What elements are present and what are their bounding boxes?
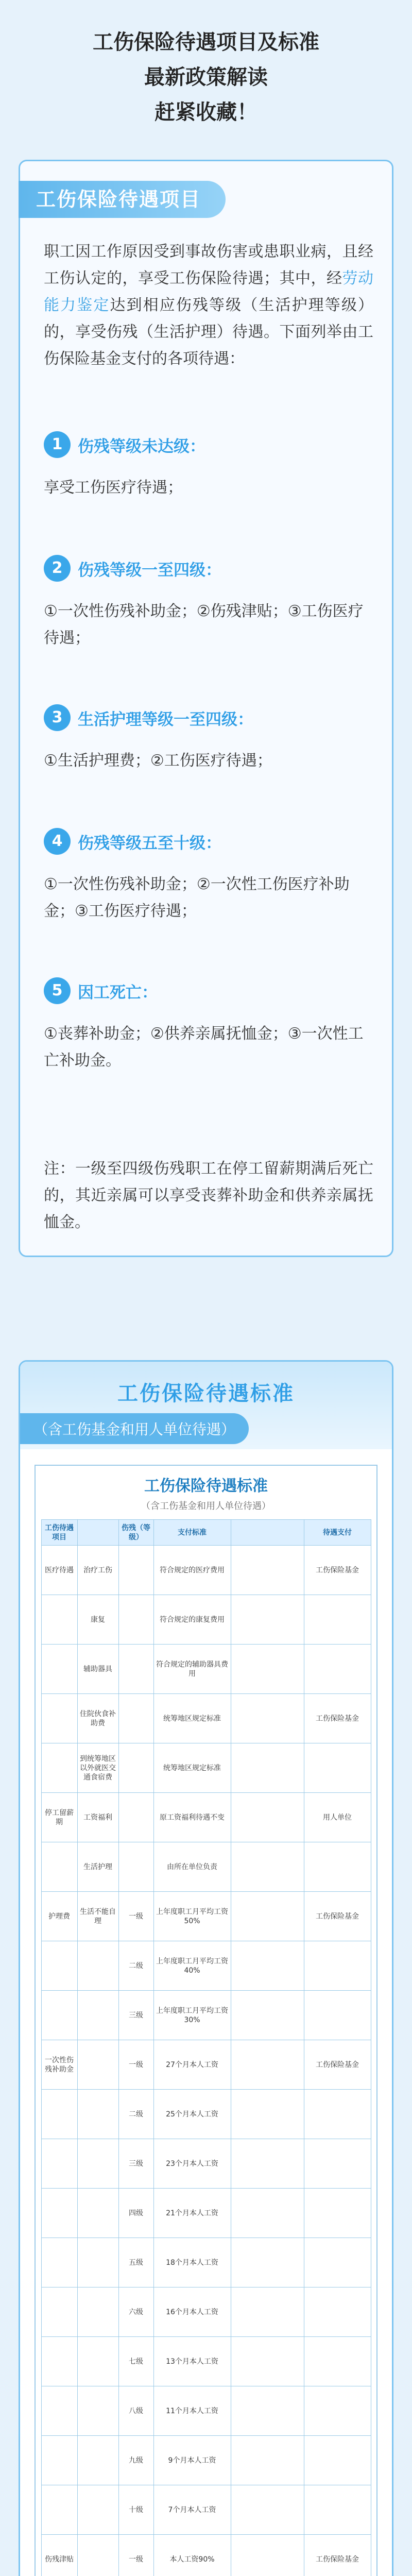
- table-cell: 四级: [118, 2189, 153, 2238]
- table-cell: 住院伙食补助费: [77, 1694, 118, 1743]
- table-cell: 三级: [118, 2139, 153, 2189]
- table-cell: [304, 1991, 371, 2040]
- table-cell: [41, 1941, 77, 1991]
- table-cell: [118, 1546, 153, 1595]
- table-cell: [77, 2238, 118, 2287]
- table-header-cell: [77, 1520, 118, 1546]
- table-cell: [77, 2090, 118, 2139]
- table-cell: 用人单位: [304, 1793, 371, 1842]
- table-cell: [41, 2436, 77, 2485]
- table-row: [41, 1743, 371, 1793]
- table-cell: [41, 1694, 77, 1743]
- table-row: [41, 2535, 371, 2576]
- table-cell: [231, 1743, 304, 1793]
- table-cell: [231, 2337, 304, 2386]
- table-cell: 十级: [118, 2485, 153, 2535]
- project-item: [44, 429, 373, 501]
- table-cell: 原工资福利待遇不变: [153, 1793, 231, 1842]
- table-cell: [304, 2238, 371, 2287]
- table-cell: 9个月本人工资: [153, 2436, 231, 2485]
- intro-text-a: 职工因工作原因受到事故伤害或患职业病，且经工伤认定的，享受工伤保险待遇；其中，经: [44, 243, 373, 287]
- table-row: [41, 1595, 371, 1645]
- table-cell: [77, 1991, 118, 2040]
- table-row: [41, 1941, 371, 1991]
- table-cell: [304, 2337, 371, 2386]
- number-badge: 2: [44, 555, 71, 582]
- table-row: [41, 2337, 371, 2386]
- table-cell: 符合规定的康复费用: [153, 1595, 231, 1645]
- table-cell: 本人工资90%: [153, 2535, 231, 2576]
- table-cell: 25个月本人工资: [153, 2090, 231, 2139]
- project-item-body: ①丧葬补助金；②供养亲属抚恤金；③一次性工亡补助金。: [44, 1025, 364, 1070]
- table-cell: [231, 1991, 304, 2040]
- table-cell: 辅助器具: [77, 1645, 118, 1694]
- table-cell: 到统筹地区以外就医交通食宿费: [77, 1743, 118, 1793]
- table-cell: [41, 1991, 77, 2040]
- page-header: [0, 0, 412, 155]
- table-cell: [41, 2337, 77, 2386]
- table-row: [41, 2090, 371, 2139]
- table-cell: [41, 1645, 77, 1694]
- intro-highlight: 劳动能力鉴定: [44, 269, 373, 314]
- table-cell: 二级: [118, 1941, 153, 1991]
- table-row: [41, 2287, 371, 2337]
- table-cell: [304, 2485, 371, 2535]
- header-line-1: 工伤保险待遇项目及标准: [93, 30, 319, 54]
- projects-tag: 工伤保险待遇项目: [19, 181, 226, 218]
- table-row: [41, 1694, 371, 1743]
- number-badge: 1: [44, 431, 71, 458]
- project-item: [44, 975, 373, 1074]
- table-row: [41, 2139, 371, 2189]
- table-cell: 7个月本人工资: [153, 2485, 231, 2535]
- table-cell: 13个月本人工资: [153, 2337, 231, 2386]
- table-cell: [41, 2189, 77, 2238]
- table-note: （含工伤基金和用人单位待遇）: [141, 1501, 271, 1512]
- project-item-body: 享受工伤医疗待遇；: [44, 479, 183, 497]
- table-cell: [41, 1595, 77, 1645]
- table-header-cell: 待遇支付: [304, 1520, 371, 1546]
- table-cell: 一次性伤残补助金: [41, 2040, 77, 2090]
- table-title: 工伤保险待遇标准: [144, 1477, 268, 1495]
- table-row: [41, 1546, 371, 1595]
- project-item-title: 伤残等级未达级：: [78, 437, 205, 456]
- table-cell: [304, 1941, 371, 1991]
- table-cell: 23个月本人工资: [153, 2139, 231, 2189]
- standards-table: [41, 1519, 371, 2576]
- project-item-title: 伤残等级五至十级：: [78, 834, 221, 853]
- project-item-title: 因工死亡：: [78, 983, 158, 1002]
- table-cell: 停工留薪期: [41, 1793, 77, 1842]
- project-item: [44, 826, 373, 925]
- table-cell: 八级: [118, 2386, 153, 2436]
- project-item-body: ①生活护理费；②工伤医疗待遇；: [44, 752, 272, 770]
- table-row: [41, 2040, 371, 2090]
- table-cell: 统筹地区规定标准: [153, 1743, 231, 1793]
- table-cell: [41, 2386, 77, 2436]
- table-cell: [118, 1645, 153, 1694]
- table-cell: [231, 1645, 304, 1694]
- table-cell: [118, 1694, 153, 1743]
- table-cell: [231, 1694, 304, 1743]
- standards-table-wrap: [35, 1465, 377, 2576]
- table-cell: 一级: [118, 2535, 153, 2576]
- project-item: [44, 702, 373, 774]
- table-cell: [231, 1892, 304, 1941]
- table-header-row: [41, 1520, 371, 1546]
- table-cell: [41, 1743, 77, 1793]
- table-cell: [231, 1941, 304, 1991]
- table-cell: [77, 2139, 118, 2189]
- table-cell: [231, 2238, 304, 2287]
- intro-text-b: 达到相应伤残等级（生活护理等级）的，享受伤残（生活护理）待遇。下面列举由工伤保险基金支付的各项待遇：: [44, 296, 374, 368]
- table-cell: 符合规定的辅助器具费用: [153, 1645, 231, 1694]
- table-cell: [77, 2436, 118, 2485]
- header-line-3: 赶紧收藏！: [154, 100, 258, 124]
- table-cell: [77, 2287, 118, 2337]
- project-item-body: ①一次性伤残补助金；②伤残津贴；③工伤医疗待遇；: [44, 602, 364, 647]
- table-cell: 工伤保险基金: [304, 1892, 371, 1941]
- table-cell: [304, 1743, 371, 1793]
- table-cell: [304, 1645, 371, 1694]
- table-row: [41, 1645, 371, 1694]
- table-cell: 生活护理: [77, 1842, 118, 1892]
- table-cell: [304, 2139, 371, 2189]
- project-item-title: 生活护理等级一至四级：: [78, 710, 253, 729]
- table-row: [41, 2386, 371, 2436]
- table-cell: 上年度职工月平均工资50%: [153, 1892, 231, 1941]
- number-badge: 5: [44, 977, 71, 1004]
- table-cell: 生活不能自理: [77, 1892, 118, 1941]
- table-cell: [41, 2485, 77, 2535]
- standards-subtitle: （含工伤基金和用人单位待遇）: [20, 1413, 249, 1444]
- table-cell: 工资福利: [77, 1793, 118, 1842]
- table-cell: [77, 2386, 118, 2436]
- number-badge: 4: [44, 828, 71, 855]
- table-cell: [231, 2040, 304, 2090]
- table-cell: 三级: [118, 1991, 153, 2040]
- table-header-cell: 工伤待遇项目: [41, 1520, 77, 1546]
- table-cell: [231, 2485, 304, 2535]
- table-cell: 上年度职工月平均工资40%: [153, 1941, 231, 1991]
- table-cell: [231, 1793, 304, 1842]
- table-cell: [77, 1941, 118, 1991]
- table-cell: 统筹地区规定标准: [153, 1694, 231, 1743]
- table-cell: [231, 2436, 304, 2485]
- projects-intro: [44, 239, 373, 372]
- table-row: [41, 1793, 371, 1842]
- table-cell: [231, 2139, 304, 2189]
- table-cell: [231, 1595, 304, 1645]
- table-cell: [118, 1743, 153, 1793]
- table-cell: [118, 1842, 153, 1892]
- table-cell: [304, 2386, 371, 2436]
- table-cell: [77, 2040, 118, 2090]
- table-row: [41, 2238, 371, 2287]
- table-header-cell: 伤残（等级）: [118, 1520, 153, 1546]
- project-item-title: 伤残等级一至四级：: [78, 561, 221, 580]
- table-cell: 18个月本人工资: [153, 2238, 231, 2287]
- table-cell: [304, 1595, 371, 1645]
- table-cell: [77, 2485, 118, 2535]
- table-cell: 符合规定的医疗费用: [153, 1546, 231, 1595]
- projects-footnote: 注：一级至四级伤残职工在停工留薪期满后死亡的，其近亲属可以享受丧葬补助金和供养亲属抚恤金。: [44, 1160, 373, 1231]
- table-cell: [118, 1793, 153, 1842]
- projects-card: [19, 160, 393, 1257]
- table-cell: 27个月本人工资: [153, 2040, 231, 2090]
- table-header-cell: 支付标准: [153, 1520, 231, 1546]
- table-cell: [304, 2090, 371, 2139]
- table-cell: [77, 2189, 118, 2238]
- table-cell: 由所在单位负责: [153, 1842, 231, 1892]
- table-cell: 九级: [118, 2436, 153, 2485]
- table-cell: [41, 1842, 77, 1892]
- table-cell: 工伤保险基金: [304, 1694, 371, 1743]
- table-cell: [231, 1546, 304, 1595]
- table-row: [41, 2189, 371, 2238]
- table-cell: [304, 2189, 371, 2238]
- table-cell: [231, 2287, 304, 2337]
- table-cell: 11个月本人工资: [153, 2386, 231, 2436]
- table-cell: [231, 2090, 304, 2139]
- table-cell: 五级: [118, 2238, 153, 2287]
- table-cell: [231, 2535, 304, 2576]
- table-cell: 16个月本人工资: [153, 2287, 231, 2337]
- table-row: [41, 1892, 371, 1941]
- table-cell: 二级: [118, 2090, 153, 2139]
- number-badge: 3: [44, 704, 71, 731]
- table-body: [41, 1546, 371, 2576]
- table-cell: 护理费: [41, 1892, 77, 1941]
- table-header-cell: [231, 1520, 304, 1546]
- table-row: [41, 2485, 371, 2535]
- table-cell: [118, 1595, 153, 1645]
- table-cell: 康复: [77, 1595, 118, 1645]
- table-cell: [41, 2238, 77, 2287]
- project-item-body: ①一次性伤残补助金；②一次性工伤医疗补助金；③工伤医疗待遇；: [44, 875, 350, 920]
- table-cell: 上年度职工月平均工资30%: [153, 1991, 231, 2040]
- table-row: [41, 1991, 371, 2040]
- table-cell: 工伤保险基金: [304, 1546, 371, 1595]
- table-cell: [77, 2337, 118, 2386]
- table-cell: 六级: [118, 2287, 153, 2337]
- standards-title: 工伤保险待遇标准: [117, 1382, 295, 1405]
- table-row: [41, 2436, 371, 2485]
- table-cell: 21个月本人工资: [153, 2189, 231, 2238]
- table-cell: [77, 2535, 118, 2576]
- table-cell: 医疗待遇: [41, 1546, 77, 1595]
- project-item: [44, 553, 373, 652]
- table-row: [41, 1842, 371, 1892]
- standards-card: [19, 1360, 393, 2576]
- table-cell: 工伤保险基金: [304, 2535, 371, 2576]
- table-cell: 一级: [118, 1892, 153, 1941]
- table-cell: 治疗工伤: [77, 1546, 118, 1595]
- table-cell: [231, 2386, 304, 2436]
- table-cell: [41, 2090, 77, 2139]
- table-cell: [231, 2189, 304, 2238]
- table-cell: 伤残津贴: [41, 2535, 77, 2576]
- table-cell: [304, 1842, 371, 1892]
- table-cell: [304, 2287, 371, 2337]
- table-cell: [41, 2139, 77, 2189]
- table-cell: [41, 2287, 77, 2337]
- header-line-2: 最新政策解读: [144, 65, 268, 89]
- table-cell: [304, 2436, 371, 2485]
- table-cell: 一级: [118, 2040, 153, 2090]
- table-cell: 工伤保险基金: [304, 2040, 371, 2090]
- table-cell: 七级: [118, 2337, 153, 2386]
- table-cell: [231, 1842, 304, 1892]
